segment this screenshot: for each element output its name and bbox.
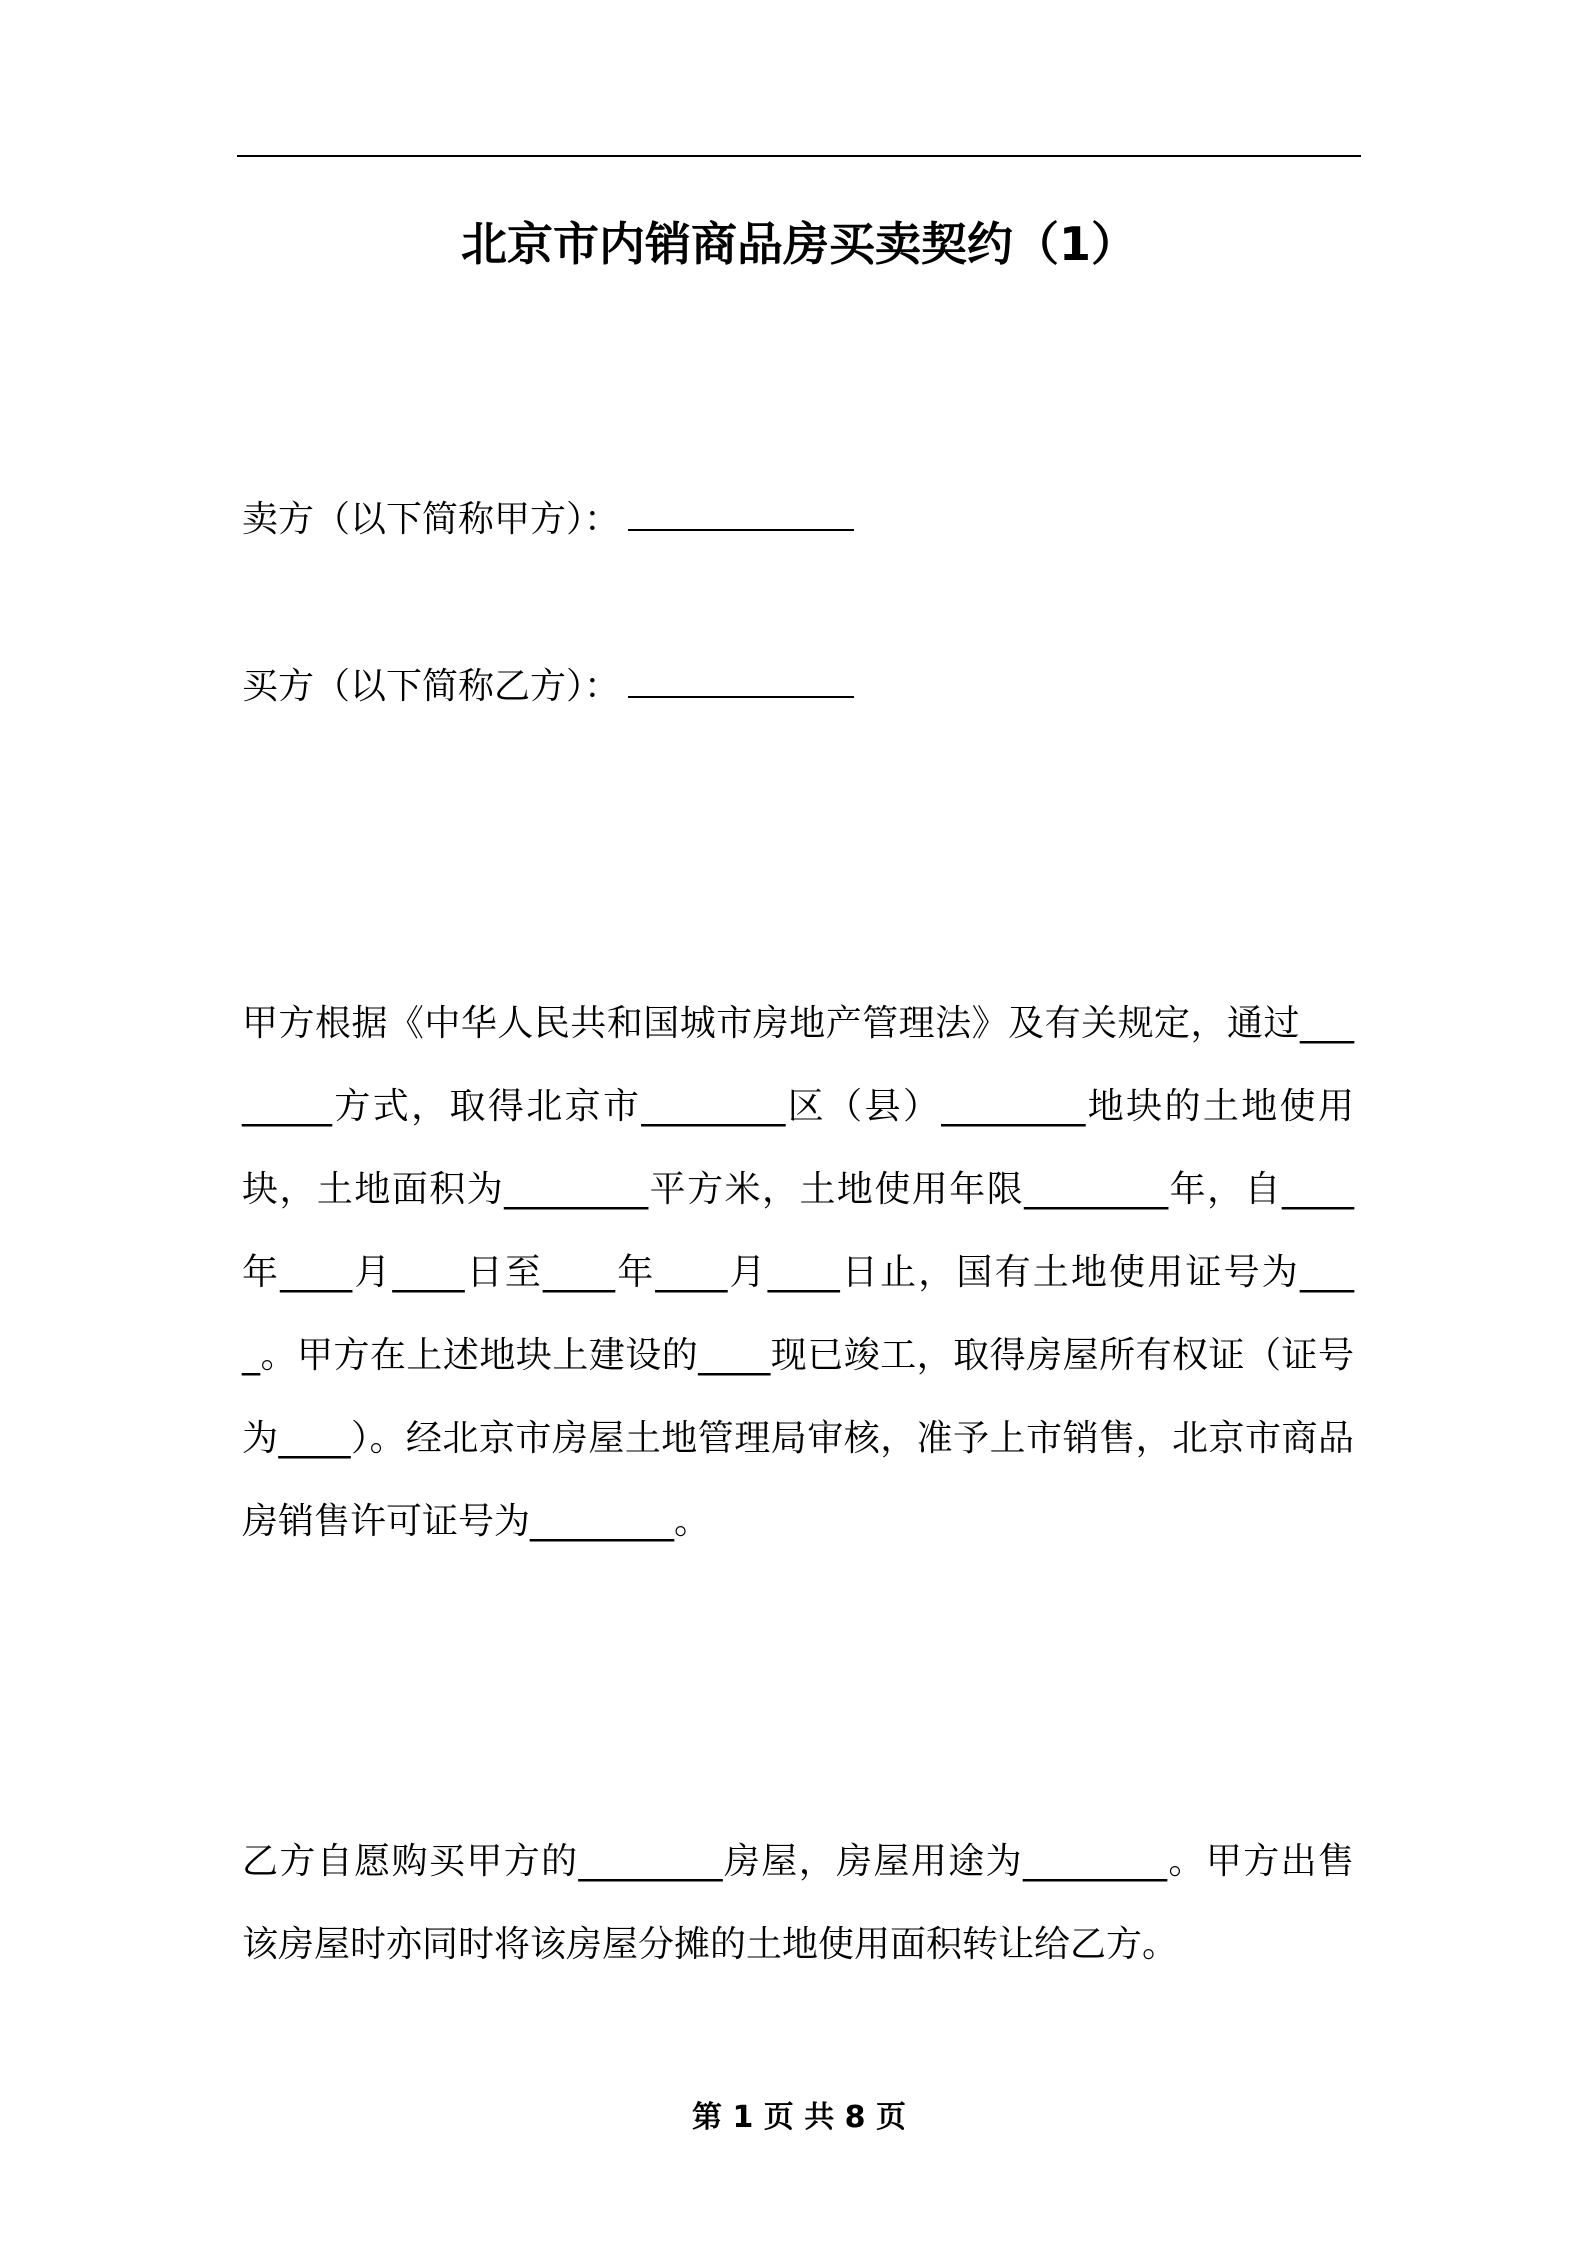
buyer-label: 买方（以下简称乙方）： — [242, 666, 621, 707]
buyer-blank — [628, 666, 854, 698]
header-rule — [237, 155, 1361, 157]
buyer-line — [242, 663, 854, 711]
seller-line — [242, 496, 854, 544]
seller-label: 卖方（以下简称甲方）： — [242, 499, 621, 540]
document-title: 北京市内销商品房买卖契约（1） — [460, 217, 1137, 271]
paragraph-land-use: 甲方根据《中华人民共和国城市房地产管理法》及有关规定，通过________方式，取得北京市________区（县）________地块的土地使用块，土地面积为________平方米，土地使用年限________年，自____年____月____日至____年____月____日止，国有土地使用证号为____。甲方在上述地块上建设的____现已竣工，取得房屋所有权证（证号为____）。经北京市房屋土地管理局审核，准予上市销售，北京市商品房销售许可证号为________。 — [242, 1003, 1354, 1542]
paragraph-purchase: 乙方自愿购买甲方的________房屋，房屋用途为________。甲方出售该房屋时亦同时将该房屋分摊的土地使用面积转让给乙方。 — [242, 1841, 1354, 1965]
seller-blank — [628, 499, 854, 531]
page-footer: 第 1 页 共 8 页 — [692, 2100, 906, 2135]
